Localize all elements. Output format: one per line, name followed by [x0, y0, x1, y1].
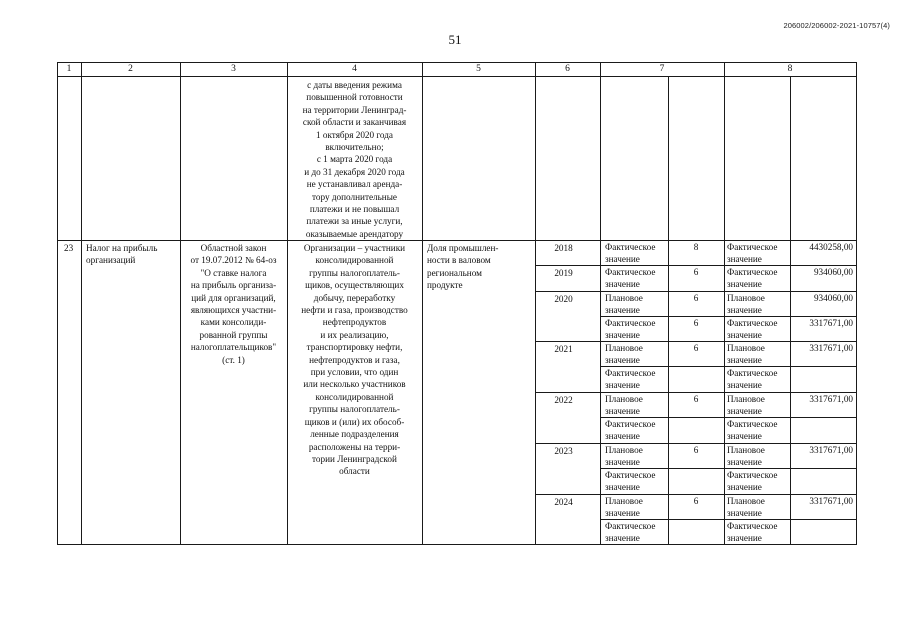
tax-name: Налог на прибыль организаций	[86, 243, 158, 266]
indicator-value: 6	[693, 293, 699, 303]
amount-value: 3317671,00	[809, 343, 853, 353]
continuation-text: с даты введения режима повышенной готовности на территории Ленинград- ской области и заканчивая 1 октября 2020 года включительно; с 1 марта 2020 года и до 31 декабря 2020 года не устанавливал арендa- тору дополнительные платежи и не повышал платежи за иные услуги, оказываемые арендатору	[302, 80, 407, 239]
indicator-label: Плановое значение	[605, 445, 643, 468]
row-number: 23	[64, 243, 74, 253]
indicator-label: Фактическое значение	[605, 470, 656, 493]
amount-value: 3317671,00	[809, 445, 853, 455]
table-rule	[535, 544, 857, 545]
amount-label: Плановое значение	[727, 496, 765, 519]
year-cell: 2020	[554, 294, 573, 304]
year-cell: 2022	[554, 395, 573, 405]
amount-label: Фактическое значение	[727, 267, 778, 290]
table-rule	[57, 62, 58, 545]
indicator-label: Фактическое значение	[605, 521, 656, 544]
amount-label: Плановое значение	[727, 293, 765, 316]
table-rule	[57, 76, 857, 77]
column-header-6: 6	[565, 64, 570, 74]
table-rule	[57, 62, 857, 63]
amount-value: 934060,00	[813, 293, 853, 303]
amount-label: Плановое значение	[727, 343, 765, 366]
document-id: 206002/206002-2021-10757(4)	[783, 21, 890, 30]
amount-label: Фактическое значение	[727, 521, 778, 544]
table-rule	[724, 62, 725, 545]
indicator-label: Плановое значение	[605, 496, 643, 519]
year-cell: 2019	[554, 268, 573, 278]
amount-label: Фактическое значение	[727, 368, 778, 391]
indicator-label: Плановое значение	[605, 394, 643, 417]
table-rule	[287, 62, 288, 545]
indicator-value: 6	[693, 394, 699, 404]
amount-label: Фактическое значение	[727, 470, 778, 493]
amount-value: 3317671,00	[809, 394, 853, 404]
table-rule	[81, 62, 82, 545]
indicator-value: 6	[693, 343, 699, 353]
column-header-1: 1	[66, 64, 72, 74]
column-header-7: 7	[659, 64, 665, 74]
indicator-value: 6	[693, 318, 699, 328]
indicator-label: Плановое значение	[605, 293, 643, 316]
indicator-label: Фактическое значение	[605, 419, 656, 442]
table-rule	[856, 62, 857, 545]
indicator-value: 6	[693, 267, 699, 277]
indicator-value: 6	[693, 445, 699, 455]
efficiency-indicator: Доля промышлен- ности в валовом региональном продукте	[427, 243, 499, 291]
amount-label: Плановое значение	[727, 445, 765, 468]
indicator-label: Плановое значение	[605, 343, 643, 366]
amount-value: 3317671,00	[809, 496, 853, 506]
table-rule	[422, 62, 423, 545]
column-header-4: 4	[352, 64, 357, 74]
table-rule	[600, 62, 601, 545]
column-header-5: 5	[476, 64, 481, 74]
page-number: 51	[448, 32, 462, 47]
indicator-value: 6	[693, 496, 699, 506]
year-cell: 2018	[554, 243, 573, 253]
column-header-3: 3	[231, 64, 236, 74]
year-cell: 2023	[554, 446, 573, 456]
indicator-label: Фактическое значение	[605, 242, 656, 265]
indicator-label: Фактическое значение	[605, 318, 656, 341]
benefit-recipients: Организации – участники консолидированной группы налогоплатель- щиков, осуществляющих добычу, переработку нефти и газа, производство нефтепродуктов и их реализацию, транспортировку нефти, нефтепродуктов и газа, при условии, что один или несколько участников консолидированной группы налогоплатель- щиков и (или) их обособ- ленные подразделения расположены на терри- тории Ленинградской области	[301, 243, 408, 477]
regional-law: Областной закон от 19.07.2012 № 64-оз "О ставке налога на прибыль организа- ций для организаций, являющихся участни- ками консолиди- рованной группы налогоплательщиков" (ст. 1)	[190, 243, 277, 365]
column-header-8: 8	[787, 64, 793, 74]
table-rule	[180, 62, 181, 545]
amount-label: Фактическое значение	[727, 419, 778, 442]
amount-label: Плановое значение	[727, 394, 765, 417]
column-header-2: 2	[128, 64, 133, 74]
amount-label: Фактическое значение	[727, 242, 778, 265]
amount-label: Фактическое значение	[727, 318, 778, 341]
amount-value: 4430258,00	[809, 242, 853, 252]
amount-value: 3317671,00	[809, 318, 853, 328]
indicator-label: Фактическое значение	[605, 368, 656, 391]
year-cell: 2021	[554, 344, 573, 354]
amount-value: 934060,00	[813, 267, 853, 277]
indicator-value: 8	[693, 242, 699, 252]
indicator-label: Фактическое значение	[605, 267, 656, 290]
year-cell: 2024	[554, 497, 573, 507]
